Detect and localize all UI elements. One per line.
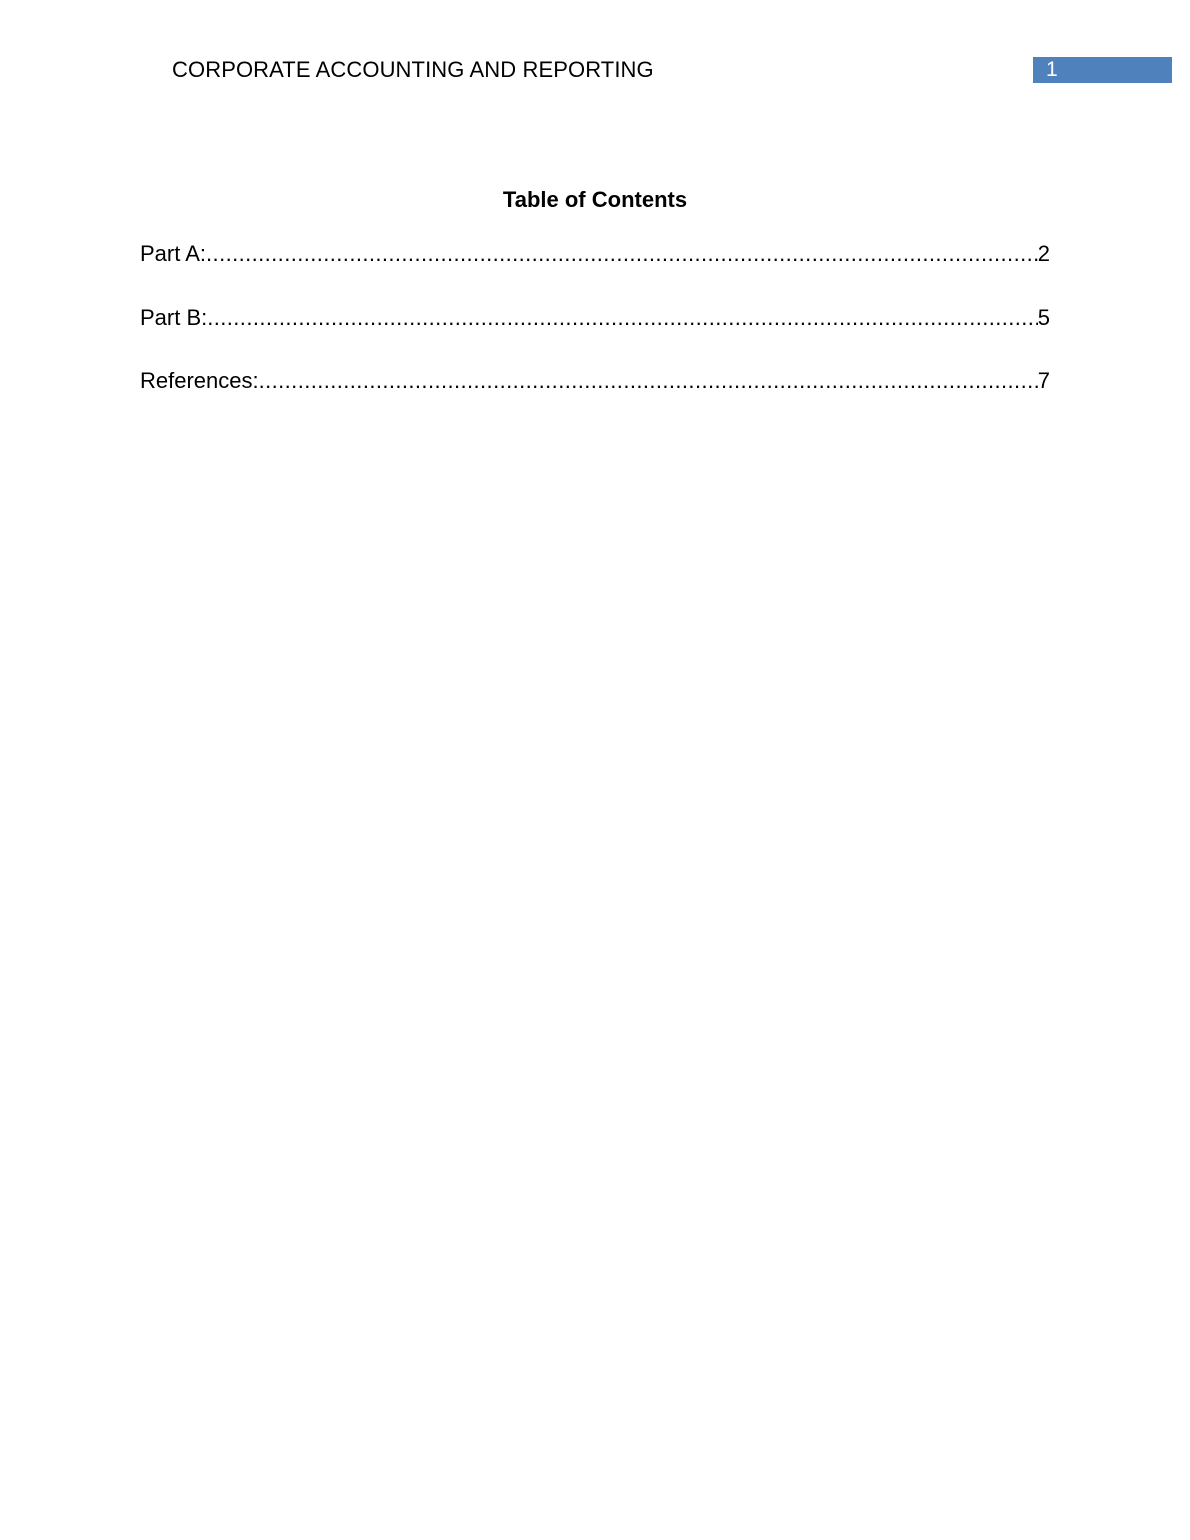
toc-entry-page: 2 — [1037, 241, 1050, 266]
toc-dot-leader — [207, 304, 1038, 332]
toc-entry-references[interactable] — [140, 367, 1050, 395]
toc-entry-label: Part A: — [140, 241, 207, 266]
toc-entry-label: Part B: — [140, 304, 208, 330]
toc-entry-page: 5 — [1037, 304, 1050, 330]
page-number: 1 — [1046, 58, 1058, 81]
toc-entry-part-b[interactable] — [140, 304, 1050, 332]
toc-dot-leader — [206, 240, 1038, 268]
toc-list — [140, 240, 1050, 431]
page-number-badge — [1033, 57, 1172, 83]
toc-entry-page: 7 — [1037, 368, 1050, 393]
running-header-title: CORPORATE ACCOUNTING AND REPORTING — [172, 57, 654, 82]
toc-title: Table of Contents — [502, 187, 688, 212]
toc-entry-label: References: — [140, 368, 259, 393]
toc-dot-leader — [259, 367, 1038, 395]
toc-entry-part-a[interactable] — [140, 240, 1050, 268]
